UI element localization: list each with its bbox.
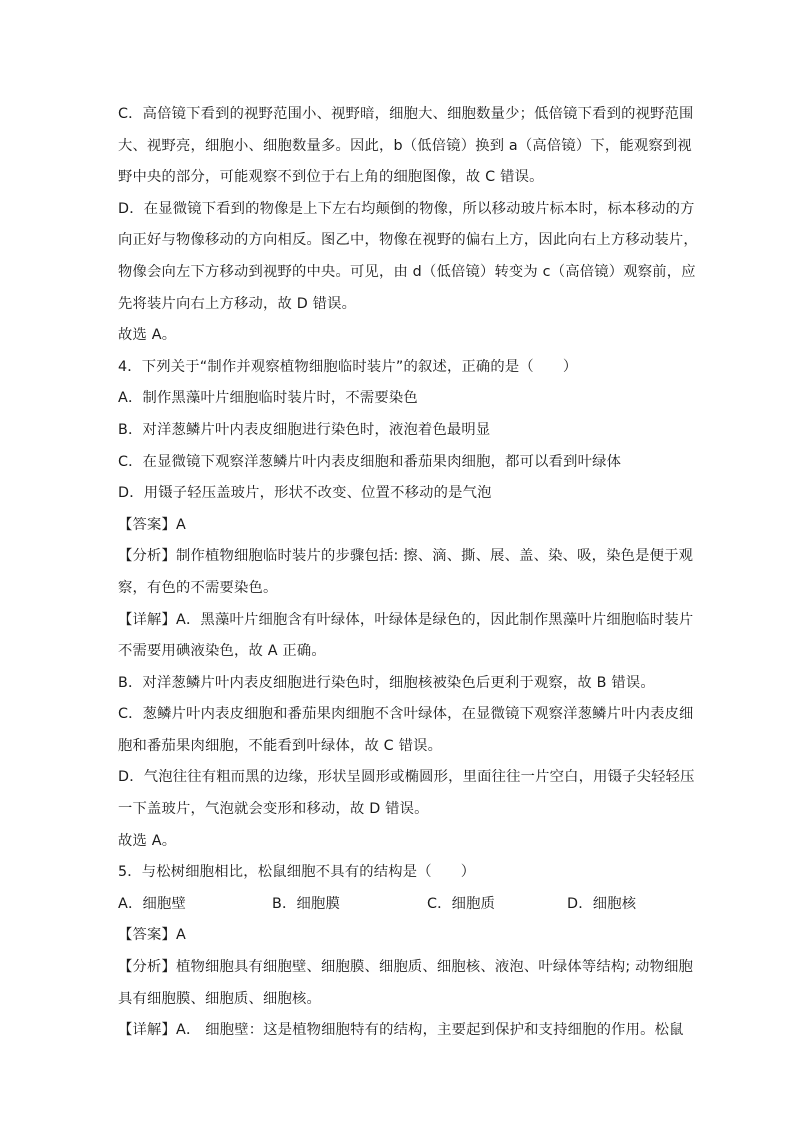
text-line: 大、视野亮，细胞小、细胞数量多。因此，b（低倍镜）换到 a（高倍镜）下，能观察到视 bbox=[118, 137, 692, 154]
question-4-explanation: 【详解】A．黑藻叶片细胞含有叶绿体，叶绿体是绿色的，因此制作黑藻叶片细胞临时装片 bbox=[118, 611, 694, 628]
text-line: 向正好与物像移动的方向相反。图乙中，物像在视野的偏右上方，因此向右上方移动装片， bbox=[118, 232, 698, 249]
question-4-explanation: B．对洋葱鳞片叶内表皮细胞进行染色时，细胞核被染色后更利于观察，故 B 错误。 bbox=[118, 674, 655, 691]
text-line: 物像会向左下方移动到视野的中央。可见，由 d（低倍镜）转变为 c（高倍镜）观察前，应 bbox=[118, 263, 696, 280]
question-4-answer: 【答案】A bbox=[118, 516, 186, 533]
question-5-analysis: 【分析】植物细胞具有细胞壁、细胞膜、细胞质、细胞核、液泡、叶绿体等结构; 动物细胞 bbox=[118, 959, 694, 976]
question-4-stem: 4．下列关于“制作并观察植物细胞临时装片”的叙述，正确的是（ ） bbox=[118, 358, 578, 375]
question-5-option-a: A．细胞壁 bbox=[118, 895, 186, 912]
question-5-analysis: 具有细胞膜、细胞质、细胞核。 bbox=[118, 990, 321, 1007]
question-4-option-a: A．制作黑藻叶片细胞临时装片时，不需要染色 bbox=[118, 390, 418, 407]
text-line: D．在显微镜下看到的物像是上下左右均颠倒的物像，所以移动玻片标本时，标本移动的方 bbox=[118, 200, 695, 217]
question-4-analysis: 察，有色的不需要染色。 bbox=[118, 579, 278, 596]
question-5-options bbox=[118, 889, 684, 921]
answer-choice-summary: 故选 A。 bbox=[118, 327, 177, 344]
question-4-option-c: C．在显微镜下观察洋葱鳞片叶内表皮细胞和番茄果肉细胞，都可以看到叶绿体 bbox=[118, 453, 622, 470]
question-4-explanation: 一下盖玻片，气泡就会变形和移动，故 D 错误。 bbox=[118, 801, 429, 818]
question-4-explanation: 胞和番茄果肉细胞，不能看到叶绿体，故 C 错误。 bbox=[118, 737, 443, 754]
question-5-explanation: 【详解】A． 细胞壁：这是植物细胞特有的结构，主要起到保护和支持细胞的作用。松鼠 bbox=[118, 1022, 684, 1039]
question-4-explanation: D．气泡往往有粗而黑的边缘，形状呈圆形或椭圆形，里面往往一片空白，用镊子尖轻轻压 bbox=[118, 769, 695, 786]
text-line: C．高倍镜下看到的视野范围小、视野暗，细胞大、细胞数量少；低倍镜下看到的视野范围 bbox=[118, 106, 694, 122]
question-4-explanation: 不需要用碘液染色，故 A 正确。 bbox=[118, 643, 326, 660]
document-body bbox=[118, 99, 698, 1047]
question-5-stem: 5．与松树细胞相比，松鼠细胞不具有的结构是（ ） bbox=[118, 864, 476, 881]
text-line: 野中央的部分，可能观察不到位于右上角的细胞图像，故 C 错误。 bbox=[118, 169, 544, 186]
text-line: 先将装片向右上方移动，故 D 错误。 bbox=[118, 295, 357, 312]
question-4-option-d: D．用镊子轻压盖玻片，形状不改变、位置不移动的是气泡 bbox=[118, 485, 492, 502]
question-5-option-b: B．细胞膜 bbox=[272, 895, 340, 912]
question-5-option-d: D．细胞核 bbox=[567, 895, 637, 912]
question-4-analysis: 【分析】制作植物细胞临时装片的步骤包括: 擦、滴、撕、展、盖、染、吸，染色是便于观 bbox=[118, 548, 694, 565]
answer-choice-summary: 故选 A。 bbox=[118, 832, 177, 849]
question-5-answer: 【答案】A bbox=[118, 927, 186, 944]
question-4-explanation: C．葱鳞片叶内表皮细胞和番茄果肉细胞不含叶绿体，在显微镜下观察洋葱鳞片叶内表皮细 bbox=[118, 706, 694, 723]
question-5-option-c: C．细胞质 bbox=[427, 895, 496, 912]
question-4-option-b: B．对洋葱鳞片叶内表皮细胞进行染色时，液泡着色最明显 bbox=[118, 421, 491, 438]
